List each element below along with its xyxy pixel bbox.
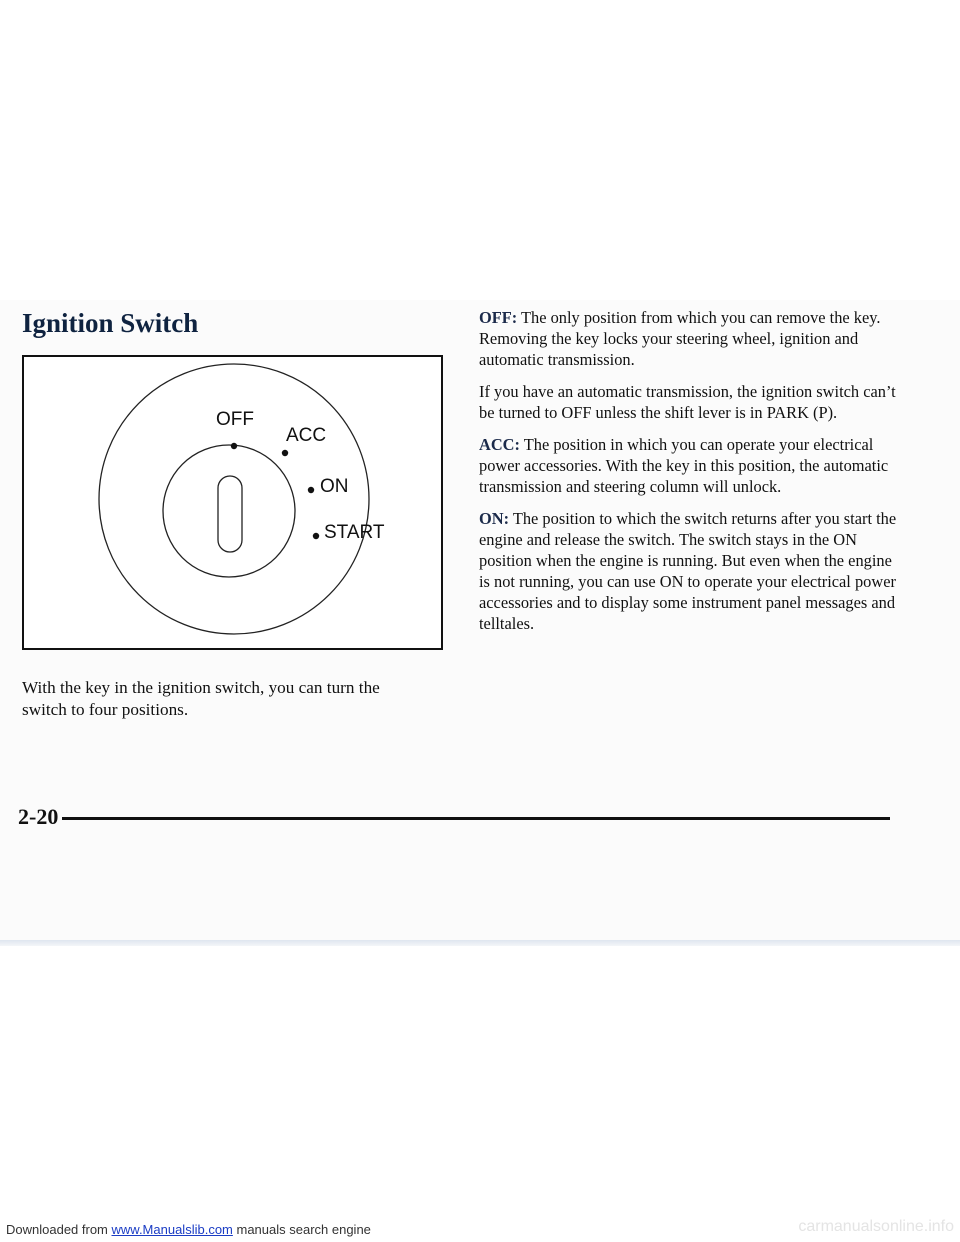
- page-number: 2-20: [18, 804, 59, 829]
- switch-inner-ring: [163, 445, 295, 577]
- acc-label: ACC: [286, 425, 327, 446]
- start-position-dot: [313, 533, 319, 539]
- off-note-paragraph: If you have an automatic transmission, the ignition switch can’t be turned to OFF unless the shift lever is in PARK (P).: [479, 382, 896, 422]
- watermark-prefix: Downloaded from: [6, 1222, 112, 1237]
- download-watermark: [6, 1222, 371, 1237]
- watermark-suffix: manuals search engine: [232, 1222, 371, 1237]
- on-term: ON:: [479, 509, 510, 528]
- on-description: The position to which the switch returns after you start the engine and release the switch. The switch stays in the ON position when the engine is running. But even when the engine is not running, you can use ON to operate your electrical power accessories and to display some instrument panel messages and telltales.: [479, 509, 897, 633]
- figure-caption: With the key in the ignition switch, you can turn the switch to four positions.: [22, 678, 380, 719]
- site-watermark: carmanualsonline.info: [798, 1218, 954, 1235]
- ignition-switch-figure: [22, 355, 443, 650]
- ignition-switch-diagram: [24, 357, 441, 648]
- start-label: START: [324, 522, 385, 543]
- off-label: OFF: [216, 409, 254, 430]
- on-label: ON: [320, 476, 349, 497]
- acc-description: The position in which you can operate your electrical power accessories. With the key in this position, the automatic transmission and steering column will unlock.: [479, 435, 889, 496]
- off-description: The only position from which you can remove the key. Removing the key locks your steering wheel, ignition and automatic transmission.: [479, 308, 881, 369]
- acc-paragraph: [479, 434, 899, 497]
- acc-term: ACC:: [479, 435, 520, 454]
- manualslib-link[interactable]: www.Manualslib.com: [111, 1222, 233, 1237]
- on-paragraph: [479, 508, 899, 634]
- off-paragraph: [479, 307, 899, 370]
- key-slot-icon: [218, 476, 242, 552]
- acc-position-dot: [282, 450, 288, 456]
- off-term: OFF:: [479, 308, 518, 327]
- on-position-dot: [308, 487, 314, 493]
- page-bottom-edge: [0, 940, 960, 946]
- page-title: Ignition Switch: [22, 308, 199, 338]
- right-column: [479, 307, 899, 645]
- off-position-dot: [231, 443, 237, 449]
- footer-rule: [62, 817, 890, 820]
- switch-outer-ring: [99, 364, 369, 634]
